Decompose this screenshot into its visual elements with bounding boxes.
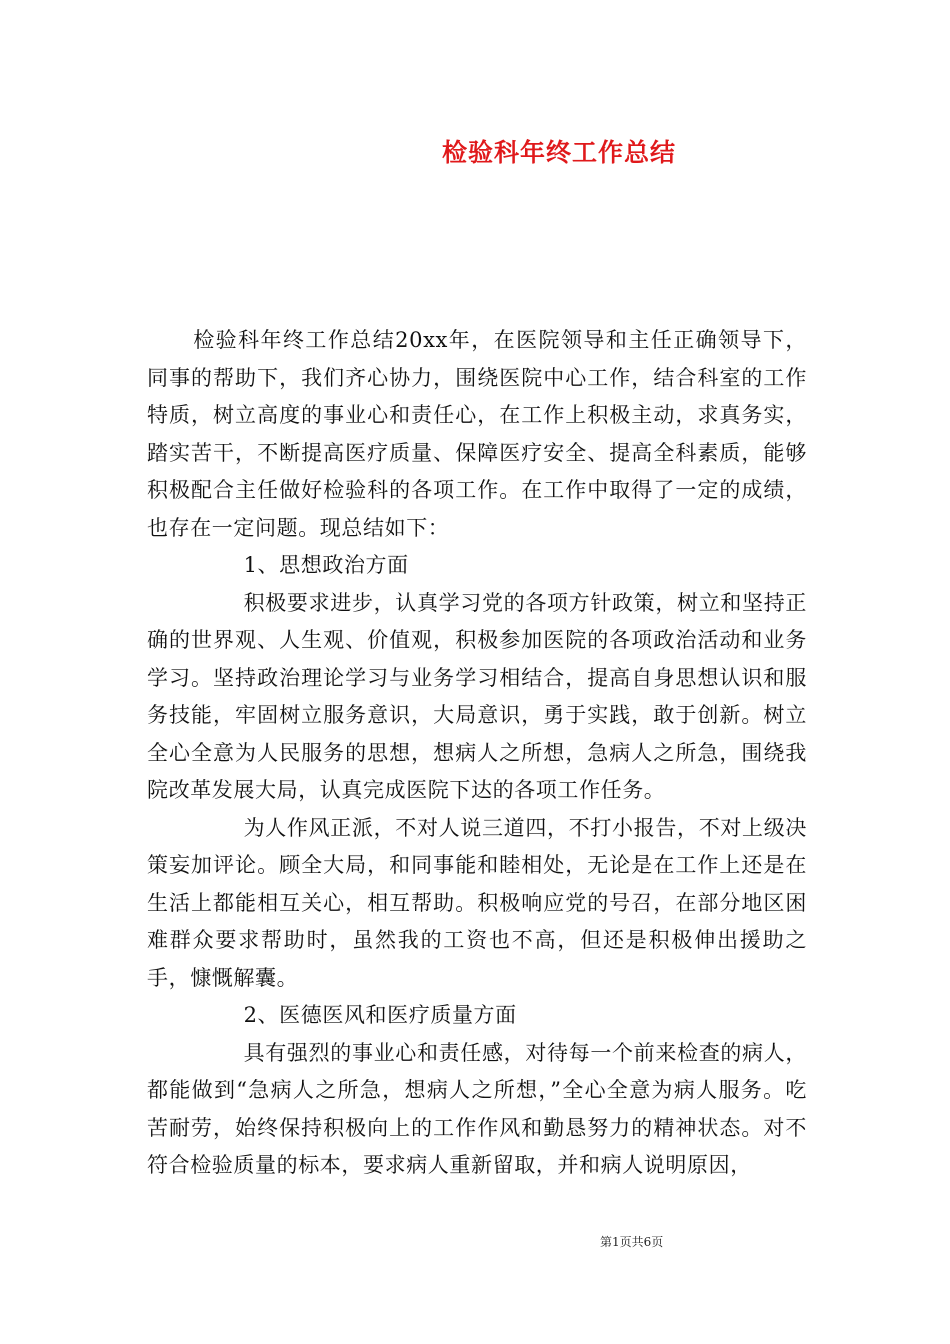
- document-title: 检验科年终工作总结: [441, 138, 676, 167]
- paragraph-intro: 检验科年终工作总结20xx年，在医院领导和主任正确领导下，同事的帮助下，我们齐心协力，围绕医院中心工作，结合科室的工作特质，树立高度的事业心和责任心，在工作上积极主动，求真务实，踏实苦干，不断提高医疗质量、保障医疗安全、提高全科素质，能够积极配合主任做好检验科的各项工作。在工作中取得了一定的成绩，也存在一定问题。现总结如下：: [147, 328, 807, 540]
- paragraph-political-1: 积极要求进步，认真学习党的各项方针政策，树立和坚持正确的世界观、人生观、价值观，积极参加医院的各项政治活动和业务学习。坚持政治理论学习与业务学习相结合，提高自身思想认识和服务技能，牢固树立服务意识，大局意识，勇于实践，敢于创新。树立全心全意为人民服务的思想，想病人之所想，急病人之所急，围绕我院改革发展大局，认真完成医院下达的各项工作任务。: [147, 590, 807, 802]
- page-number-footer: 第1页共6页: [600, 1235, 664, 1249]
- document-body: [147, 322, 807, 1185]
- section-heading-1: 1、思想政治方面: [243, 553, 409, 577]
- paragraph-ethics-1: 具有强烈的事业心和责任感，对待每一个前来检查的病人，都能做到“急病人之所急，想病人之所想，”全心全意为病人服务。吃苦耐劳，始终保持积极向上的工作作风和勤恳努力的精神状态。对不符合检验质量的标本，要求病人重新留取，并和病人说明原因，: [147, 1040, 807, 1177]
- section-heading-2: 2、医德医风和医疗质量方面: [243, 1003, 517, 1027]
- paragraph-political-2: 为人作风正派，不对人说三道四，不打小报告，不对上级决策妄加评论。顾全大局，和同事能和睦相处，无论是在工作上还是在生活上都能相互关心，相互帮助。积极响应党的号召，在部分地区困难群众要求帮助时，虽然我的工资也不高，但还是积极伸出援助之手，慷慨解囊。: [147, 815, 807, 990]
